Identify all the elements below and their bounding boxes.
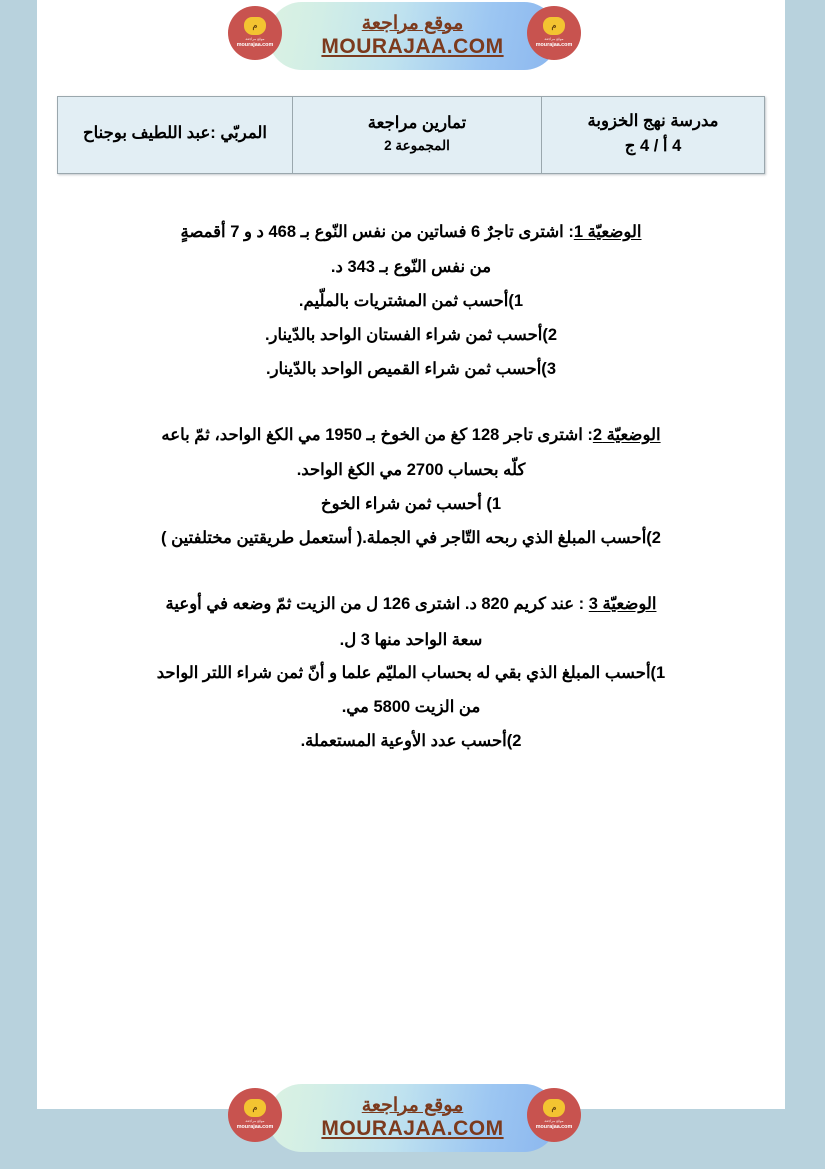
logo-emblem-mark: م bbox=[551, 21, 557, 31]
section-spacer bbox=[81, 409, 741, 419]
teacher-name: المربّي :عبد اللطيف بوجناح bbox=[83, 124, 267, 143]
exercise-1-statement-line1: : اشترى تاجرٌ 6 فساتين من نفس النّوع بـ 468 د و 7 أقمصةٍ bbox=[180, 222, 574, 241]
document-page bbox=[37, 0, 785, 1109]
exercise-2-statement-line1: : اشترى تاجر 128 كغ من الخوخ بـ 1950 مي الكغ الواحد، ثمّ باعه bbox=[161, 425, 593, 444]
mourajaa-logo-icon bbox=[228, 1088, 282, 1142]
exercise-3-question-2: 2)أحسب عدد الأوعية المستعملة. bbox=[300, 732, 522, 751]
exercise-1-statement bbox=[81, 216, 741, 250]
exercise-1-question-3: 3)أحسب ثمن شراء القميص الواحد بالدّينار. bbox=[265, 359, 556, 378]
header-cell-title bbox=[293, 97, 542, 174]
section-spacer bbox=[81, 578, 741, 588]
watermark-arabic-text: موقع مراجعة bbox=[361, 12, 464, 34]
watermark-site-url: MOURAJAA.COM bbox=[321, 1117, 504, 1141]
exercise-3-statement-line1: : عند كريم 820 د. اشترى 126 ل من الزيت ثمّ وضعه في أوعية bbox=[165, 594, 589, 613]
exercise-2 bbox=[81, 419, 741, 556]
logo-emblem-icon bbox=[543, 1099, 565, 1117]
exercise-3-label: الوضعيّة 3 bbox=[588, 594, 657, 613]
logo-emblem-icon bbox=[543, 17, 565, 35]
logo-arabic-label: موقع مراجعة bbox=[245, 1119, 265, 1124]
watermark-banner-bottom bbox=[0, 1082, 825, 1154]
mourajaa-logo-icon bbox=[527, 1088, 581, 1142]
header-cell-teacher bbox=[58, 97, 293, 174]
watermark-arabic-text: موقع مراجعة bbox=[361, 1094, 464, 1116]
exercise-3 bbox=[81, 588, 741, 759]
document-header-table bbox=[57, 96, 765, 174]
logo-url-label: mourajaa.com bbox=[236, 42, 274, 49]
exercises-container bbox=[81, 174, 741, 759]
exercise-1 bbox=[81, 216, 741, 387]
logo-emblem-icon bbox=[244, 1099, 266, 1117]
logo-url-label: mourajaa.com bbox=[535, 1124, 573, 1131]
exercise-3-question-1: 1)أحسب المبلغ الذي بقي له بحساب المليّم علما و أنّ ثمن شراء اللتر الواحد bbox=[156, 664, 666, 683]
exercise-2-question-2: 2)أحسب المبلغ الذي ربحه التّاجر في الجملة.( أستعمل طريقتين مختلفتين ) bbox=[161, 529, 661, 547]
school-class: 4 أ / 4 ج bbox=[624, 136, 682, 155]
exercise-1-label: الوضعيّة 1 bbox=[573, 222, 642, 241]
exercise-3-question-1-cont: من الزيت 5800 مي. bbox=[341, 698, 481, 717]
logo-arabic-label: موقع مراجعة bbox=[544, 37, 564, 42]
logo-emblem-icon bbox=[244, 17, 266, 35]
exercise-1-question-1: 1)أحسب ثمن المشتريات بالملّيم. bbox=[298, 292, 524, 311]
exercise-2-statement bbox=[81, 419, 741, 453]
exercise-2-statement-line2: كلّه بحساب 2700 مي الكغ الواحد. bbox=[296, 461, 526, 480]
exercise-3-statement bbox=[81, 588, 741, 622]
watermark-pill bbox=[268, 1084, 558, 1152]
logo-emblem-mark: م bbox=[551, 1103, 557, 1113]
mourajaa-logo-icon bbox=[228, 6, 282, 60]
school-name: مدرسة نهج الخزوبة bbox=[587, 112, 719, 130]
page-content bbox=[37, 96, 785, 781]
logo-arabic-label: موقع مراجعة bbox=[544, 1119, 564, 1124]
exercise-2-question-1: 1) أحسب ثمن شراء الخوخ bbox=[320, 495, 502, 514]
table-row bbox=[58, 97, 765, 174]
exercise-2-label: الوضعيّة 2 bbox=[592, 425, 661, 444]
header-cell-school bbox=[542, 97, 765, 174]
watermark-site-url: MOURAJAA.COM bbox=[321, 35, 504, 59]
logo-url-label: mourajaa.com bbox=[535, 42, 573, 49]
mourajaa-logo-icon bbox=[527, 6, 581, 60]
logo-emblem-mark: م bbox=[252, 1103, 258, 1113]
logo-arabic-label: موقع مراجعة bbox=[245, 37, 265, 42]
exercise-3-statement-line2: سعة الواحد منها 3 ل. bbox=[339, 630, 483, 649]
worksheet-title: تمارين مراجعة bbox=[367, 113, 467, 132]
logo-emblem-mark: م bbox=[252, 21, 258, 31]
worksheet-group: المجموعة 2 bbox=[384, 138, 450, 154]
watermark-pill bbox=[268, 2, 558, 70]
logo-url-label: mourajaa.com bbox=[236, 1124, 274, 1131]
exercise-1-question-2: 2)أحسب ثمن شراء الفستان الواحد بالدّينار. bbox=[264, 325, 558, 344]
watermark-banner-top bbox=[0, 0, 825, 72]
exercise-1-statement-line2: من نفس النّوع بـ 343 د. bbox=[330, 258, 492, 277]
